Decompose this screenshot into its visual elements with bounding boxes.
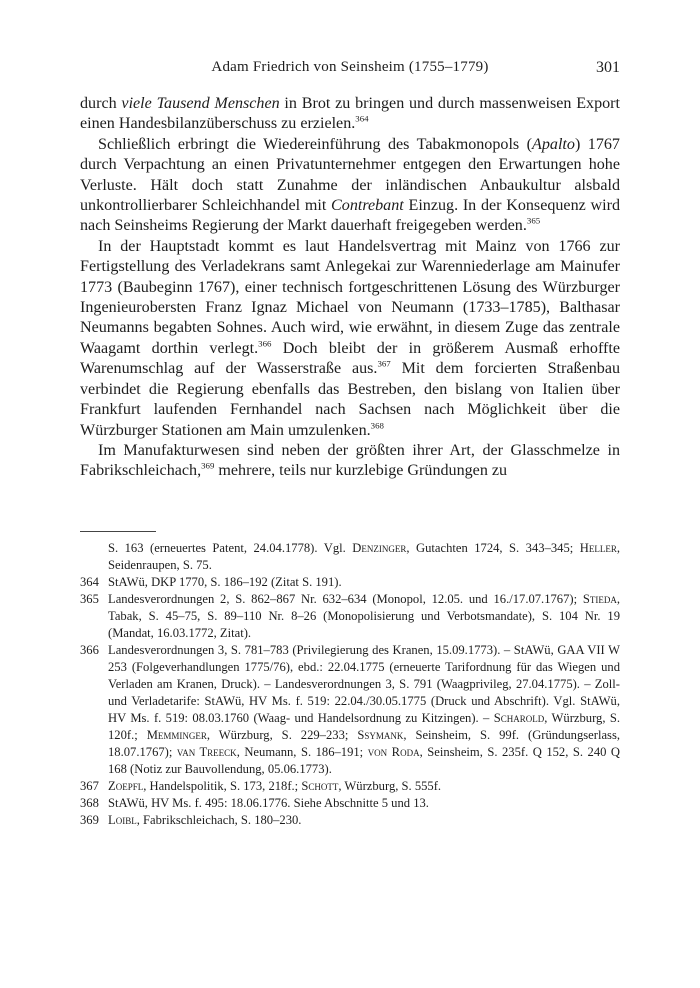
text-run: durch: [80, 95, 122, 112]
text-run: Doch bleibt der in größerem Ausmaß erhoffte Warenumschlag auf der Wasserstraße aus.: [80, 339, 621, 378]
footnote-ref: 366: [258, 338, 272, 349]
author-name: Memminger: [146, 728, 207, 742]
text-run: Im Manufakturwesen sind neben der größten ihrer Art, der Glasschmelze in Fabrikschleichach,: [80, 441, 620, 480]
footnote-text: [108, 541, 620, 572]
running-head-title: Adam Friedrich von Seinsheim (1755–1779): [211, 59, 489, 75]
text-run: , Tabak, S. 45–75, S. 89–110 Nr. 8–26 (Monopolisierung und Verbotsmandate), S. 104 Nr. 19 (Mandat, 16.03.1772, Zitat).: [108, 592, 620, 640]
text-run: , Fabrikschleichach, S. 180–230.: [136, 813, 302, 827]
footnote: [80, 591, 620, 642]
footnote: [80, 795, 620, 812]
text-run: Landesverordnungen 3, S. 781–783 (Privilegierung des Kranen, 15.09.1773). – StAWü, GAA VII W 253 (Folgeverhandlungen 1775/76), ebd.: 22.04.1775 (erneuerte Tarifordnung für das Wiegen und Verladen am Kranen, Druck). – Landesverordnungen 3, S. 791 (Waagprivileg, 27.04.1775). – Zoll- und Verladetarife: StAWü, HV Ms. f. 519: 22.04./30.05.1775 (Druck und Abschrift). Vgl. StAWü, HV Ms. f. 519: 08.03.1760 (Waag- und Handelsordnung zu Kitzingen). –: [108, 643, 620, 725]
italic-text: Contrebant: [331, 197, 404, 215]
footnote-ref: 369: [201, 460, 215, 471]
footnote-text: [108, 643, 620, 776]
text-run: , Seidenraupen, S. 75.: [108, 541, 620, 572]
body-text: [80, 94, 620, 482]
page-number: 301: [596, 59, 620, 76]
author-name: Stieda: [582, 592, 617, 606]
text-run: in Brot zu bringen und durch massenweisen Export einen Handesbilanzüberschuss zu erzielen.: [80, 95, 620, 133]
footnote: [80, 574, 620, 591]
italic-text: Apalto: [532, 135, 575, 153]
paragraph: [80, 135, 620, 237]
footnote-number: 364: [80, 575, 99, 589]
text-run: , Neumann, S. 186–191;: [236, 745, 368, 759]
author-name: van Treeck: [176, 745, 237, 759]
text-run: , Würzburg, S. 555f.: [338, 779, 442, 793]
footnotes: [80, 540, 620, 829]
text-run: Landesverordnungen 2, S. 862–867 Nr. 632–634 (Monopol, 12.05. und 16./17.07.1767);: [108, 592, 583, 606]
footnote-text: [108, 592, 620, 640]
running-head: [80, 59, 620, 83]
text-run: , Würzburg, S. 120f.;: [108, 711, 620, 742]
text-run: Schließlich erbringt die Wiedereinführung des Tabakmonopols (: [98, 135, 533, 153]
text-run: mehrere, teils nur kurzlebige Gründungen zu: [214, 462, 508, 480]
text-run: Einzug. In der Konsequenz wird nach Seinsheims Regierung der Markt dauerhaft freigegeben werden.: [80, 197, 620, 235]
text-run: In der Hauptstadt kommt es laut Handelsvertrag mit Mainz von 1766 zur Fertigstellung des Verladekrans samt Anlegekai zur Warenniederlage am Mainufer 1773 (Baubeginn 1767), einer technisch fortgeschrittenen Lösung des Würzburger Ingenieurobersten Franz Ignaz Michael von Neumann (1733–1785), Balthasar Neumanns begabten Sohnes. Auch wird, wie erwähnt, in diesem Zuge das zentrale Waagamt dorthin verlegt.: [80, 237, 620, 357]
author-name: Heller: [579, 541, 617, 555]
text-run: S. 163 (erneuertes Patent, 24.04.1778). Vgl.: [108, 541, 353, 555]
author-name: Denzinger: [352, 541, 407, 555]
text-run: , Seinsheim, S. 99f. (Gründungserlass, 18.07.1767);: [108, 728, 620, 759]
author-name: Zoepfl: [108, 779, 144, 793]
text-run: Mit dem forcierten Straßenbau verbindet die Regierung ebenfalls das Bestreben, den bislang von Italien über Frankfurt laufenden Fernhandel nach Sachsen nach Möglichkeit über die Würzburger Stationen am Main umzulenken.: [80, 360, 621, 439]
footnote-number: 369: [80, 813, 99, 827]
footnote-text: [108, 796, 429, 810]
footnote: [80, 540, 620, 574]
footnote: [80, 778, 620, 795]
paragraph: [80, 94, 620, 135]
footnote-ref: 365: [526, 216, 541, 227]
author-name: Ssymank: [357, 728, 404, 742]
text-run: StAWü, HV Ms. f. 495: 18.06.1776. Siehe Abschnitte 5 und 13.: [108, 796, 429, 810]
text-run: StAWü, DKP 1770, S. 186–192 (Zitat S. 191).: [108, 575, 342, 589]
text-run: , Würzburg, S. 229–233;: [206, 728, 358, 742]
footnote-ref: 368: [370, 420, 384, 431]
footnote-number: 365: [80, 592, 99, 606]
footnote-number: 366: [80, 643, 99, 657]
footnote-ref: 364: [355, 114, 369, 125]
author-name: Schott: [301, 779, 339, 793]
footnote-ref: 367: [377, 358, 391, 369]
author-name: Loibl: [108, 813, 137, 827]
footnote-text: [108, 813, 301, 827]
paragraph: [80, 237, 620, 441]
text-run: , Handelspolitik, S. 173, 218f.;: [143, 779, 302, 793]
italic-text: viele Tausend Menschen: [121, 95, 280, 112]
footnote-number: 368: [80, 796, 99, 810]
footnote: [80, 642, 620, 778]
text-run: , Seinsheim, S. 235f. Q 152, S. 240 Q 168 (Notiz zur Bauvollendung, 05.06.1773).: [108, 745, 621, 776]
footnote-text: [108, 779, 441, 793]
text-run: , Gutachten 1724, S. 343–345;: [406, 541, 580, 555]
footnote-separator: [80, 531, 156, 532]
author-name: von Roda: [367, 745, 420, 759]
footnote-text: [108, 575, 342, 589]
text-run: ) 1767 durch Verpachtung an einen Privatunternehmer entgegen den Erwartungen hohe Verluste. Hält doch statt Zunahme der inländischen Anbaukultur alsbald unkontrollierbarer Schleichhandel mit: [80, 135, 620, 215]
footnote-number: 367: [80, 779, 99, 793]
author-name: Scharold: [493, 711, 545, 725]
footnote: [80, 812, 620, 829]
paragraph: [80, 441, 620, 482]
